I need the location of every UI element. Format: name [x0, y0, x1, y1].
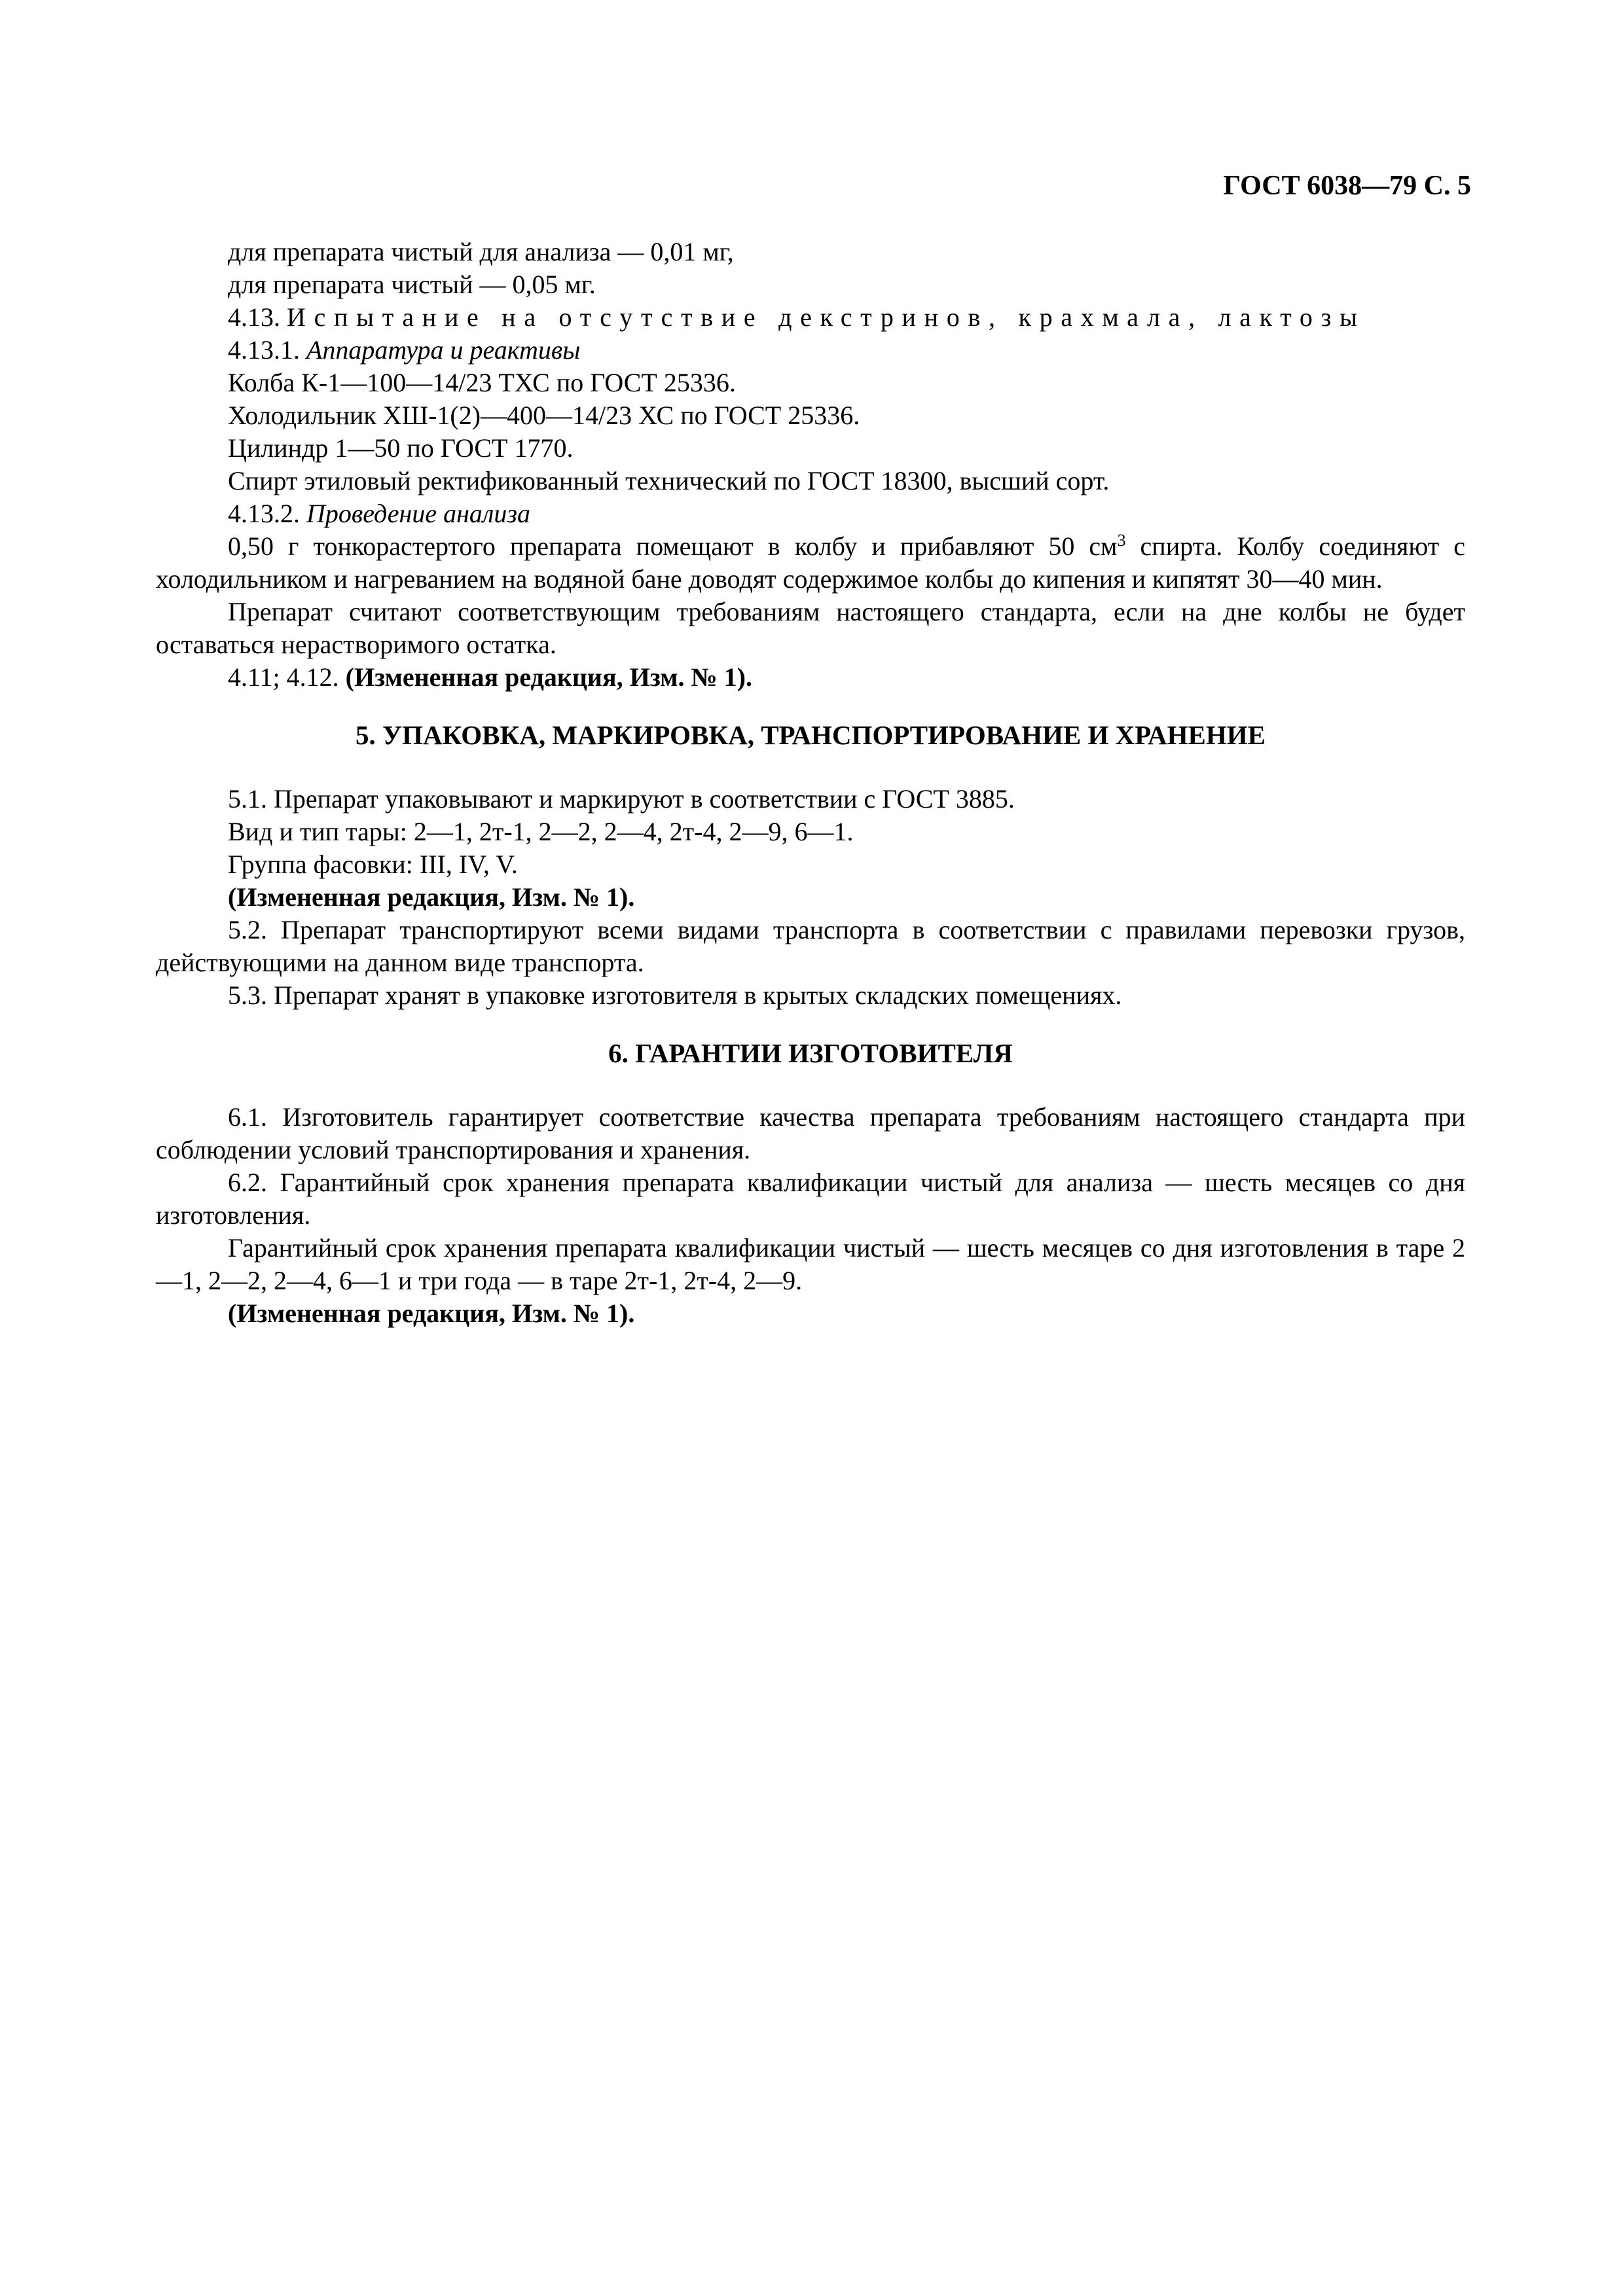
paragraph	[156, 661, 1465, 694]
superscript: 3	[1117, 531, 1126, 550]
paragraph: Спирт этиловый ректификованный технический по ГОСТ 18300, высший сорт.	[228, 466, 1110, 495]
paragraph: 6.1. Изготовитель гарантирует соответствие качества препарата требованиям настоящего стандарта при соблюдении условий транспортирования и хранения.	[156, 1102, 1465, 1164]
paragraph: 5.1. Препарат упаковывают и маркируют в соответствии с ГОСТ 3885.	[228, 784, 1015, 814]
subsection-heading	[156, 497, 1465, 530]
reference-numbers: 4.11; 4.12.	[228, 662, 339, 692]
section-heading: 6. ГАРАНТИИ ИЗГОТОВИТЕЛЯ	[608, 1038, 1013, 1068]
subsection-number: 4.13.	[228, 302, 280, 332]
paragraph: 5.2. Препарат транспортируют всеми видами транспорта в соответствии с правилами перевозки грузов, действующими на данном виде транспорта.	[156, 915, 1465, 977]
paragraph-text: спирта. Колбу соединяют с холодильником и нагреванием на водяной бане доводят содержимое колбы до кипения и кипятят 30—40 мин.	[156, 531, 1465, 594]
document-body	[156, 236, 1465, 1330]
page-header: ГОСТ 6038—79 С. 5	[1223, 171, 1471, 201]
subsection-heading	[156, 334, 1465, 367]
paragraph: Вид и тип тары: 2—1, 2т-1, 2—2, 2—4, 2т-4, 2—9, 6—1.	[228, 817, 854, 846]
paragraph-text: 0,50 г тонкорастертого препарата помещают в колбу и прибавляют 50 см	[228, 531, 1118, 561]
amendment-note: (Измененная редакция, Изм. № 1).	[228, 882, 635, 912]
paragraph: 5.3. Препарат хранят в упаковке изготовителя в крытых складских помещениях.	[228, 980, 1122, 1010]
paragraph: Холодильник ХШ-1(2)—400—14/23 ХС по ГОСТ 25336.	[228, 401, 860, 430]
paragraph: Колба К-1—100—14/23 ТХС по ГОСТ 25336.	[228, 368, 736, 397]
paragraph: Группа фасовки: III, IV, V.	[228, 850, 518, 879]
subsection-title: Испытание на отсутствие декстринов, крахмала, лактозы	[287, 302, 1366, 332]
paragraph: для препарата чистый для анализа — 0,01 мг,	[228, 237, 734, 266]
subsection-number: 4.13.1.	[228, 335, 300, 365]
subsection-heading	[156, 301, 1465, 334]
paragraph: Цилиндр 1—50 по ГОСТ 1770.	[228, 433, 574, 463]
subsection-number: 4.13.2.	[228, 499, 300, 528]
paragraph: 6.2. Гарантийный срок хранения препарата квалификации чистый для анализа — шесть месяцев со дня изготовления.	[156, 1168, 1465, 1230]
amendment-note: (Измененная редакция, Изм. № 1).	[228, 1299, 635, 1328]
paragraph	[156, 530, 1465, 596]
amendment-note: (Измененная редакция, Изм. № 1).	[345, 662, 752, 692]
section-heading: 5. УПАКОВКА, МАРКИРОВКА, ТРАНСПОРТИРОВАНИЕ И ХРАНЕНИЕ	[355, 720, 1266, 750]
paragraph: для препарата чистый — 0,05 мг.	[228, 270, 596, 299]
subsection-title: Проведение анализа	[306, 499, 530, 528]
subsection-title: Аппаратура и реактивы	[306, 335, 581, 365]
paragraph: Гарантийный срок хранения препарата квалификации чистый — шесть месяцев со дня изготовления в таре 2—1, 2—2, 2—4, 6—1 и три года — в таре 2т-1, 2т-4, 2—9.	[156, 1233, 1465, 1295]
paragraph: Препарат считают соответствующим требованиям настоящего стандарта, если на дне колбы не будет оставаться нерастворимого остатка.	[156, 597, 1465, 659]
